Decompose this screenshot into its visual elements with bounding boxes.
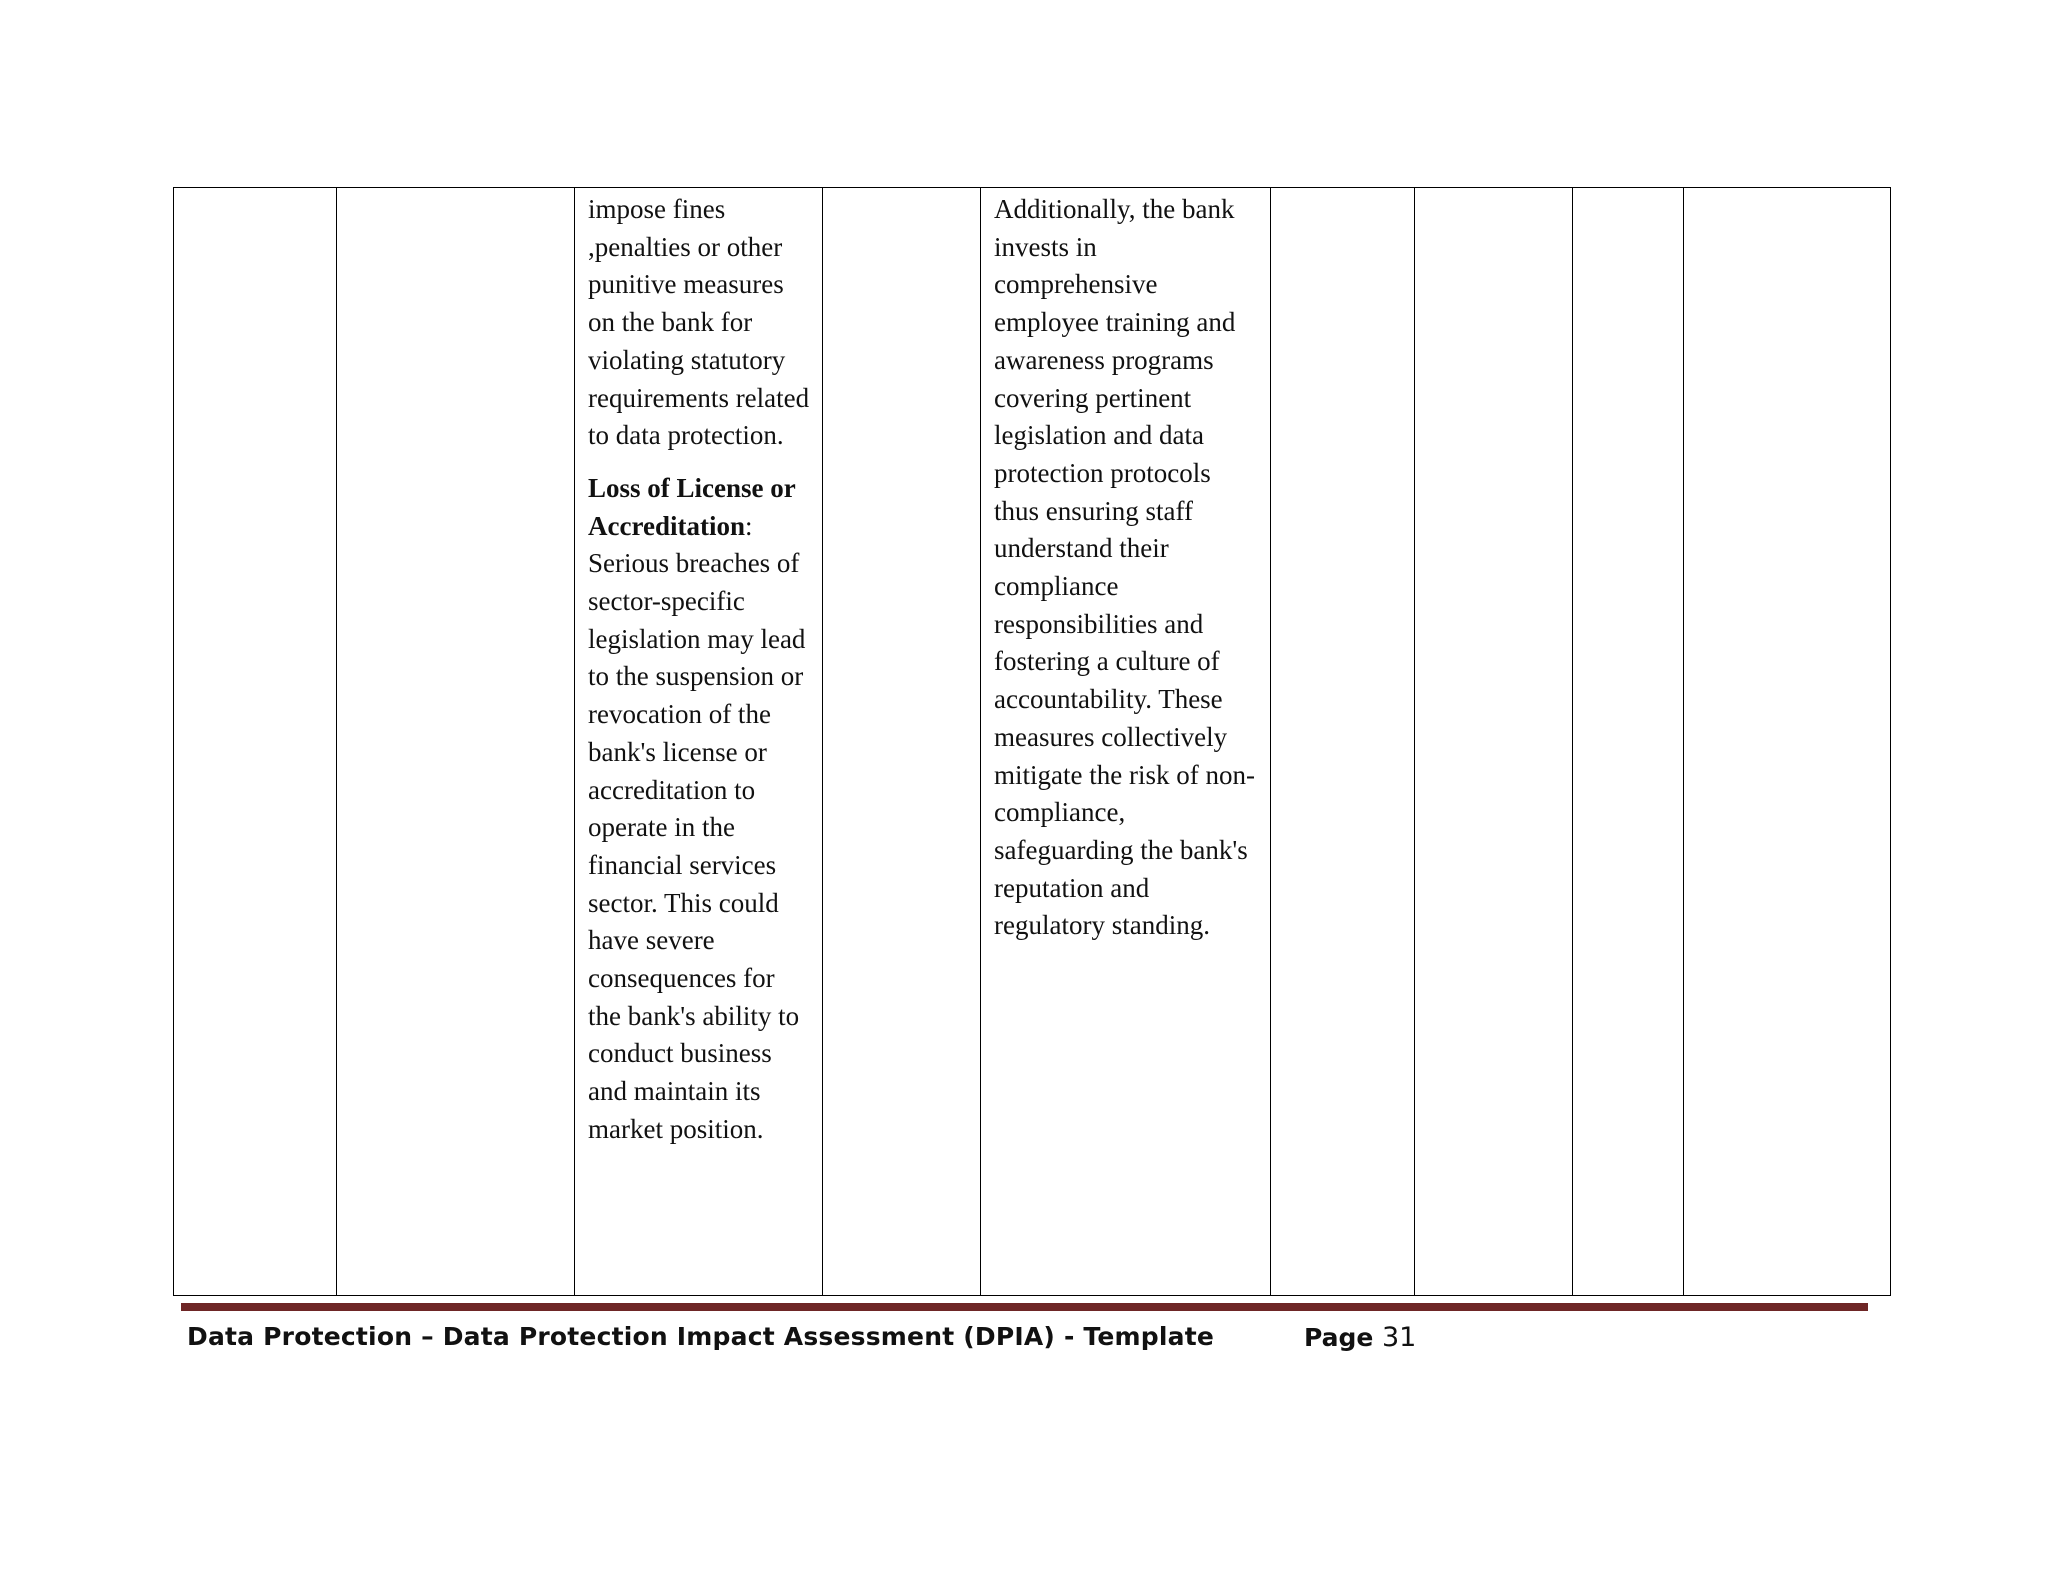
footer-page-number	[1304, 1322, 1416, 1353]
table-cell-4	[823, 188, 981, 1296]
table-cell-5	[981, 188, 1271, 1296]
table-cell-6	[1271, 188, 1415, 1296]
table-cell-8	[1573, 188, 1684, 1296]
table-cell-2	[337, 188, 575, 1296]
table-cell-9	[1684, 188, 1891, 1296]
table-row	[174, 188, 1891, 1296]
table-cell-3	[575, 188, 823, 1296]
risk-description-text	[575, 191, 822, 1149]
table-cell-7	[1415, 188, 1573, 1296]
risk-paragraph-license-body: : Serious breaches of sector-specific legislation may lead to the suspension or revocation of the bank's license or accreditation to operate in the financial services sector. This could have severe consequences for the bank's ability to conduct business and maintain its market position.	[588, 510, 806, 1144]
footer-document-title: Data Protection – Data Protection Impact Assessment (DPIA) - Template	[187, 1322, 1215, 1351]
page-label: Page	[1304, 1323, 1374, 1352]
table-cell-1	[174, 188, 337, 1296]
mitigation-paragraph: Additionally, the bank invests in comprehensive employee training and awareness programs covering pertinent legislation and data protection protocols thus ensuring staff understand their compliance responsibilities and fostering a culture of accountability. These measures collectively mitigate the risk of non-compliance, safeguarding the bank's reputation and regulatory standing.	[994, 194, 1255, 941]
risk-paragraph-fines: impose fines ,penalties or other punitive measures on the bank for violating statutory requirements related to data protection.	[588, 194, 810, 451]
dpia-table	[173, 187, 1891, 1296]
risk-heading-license: Loss of License or Accreditation	[588, 472, 796, 541]
mitigation-text	[981, 191, 1270, 945]
page-number: 31	[1381, 1322, 1417, 1353]
risk-paragraph-license	[588, 470, 812, 1149]
footer-divider	[181, 1303, 1868, 1311]
